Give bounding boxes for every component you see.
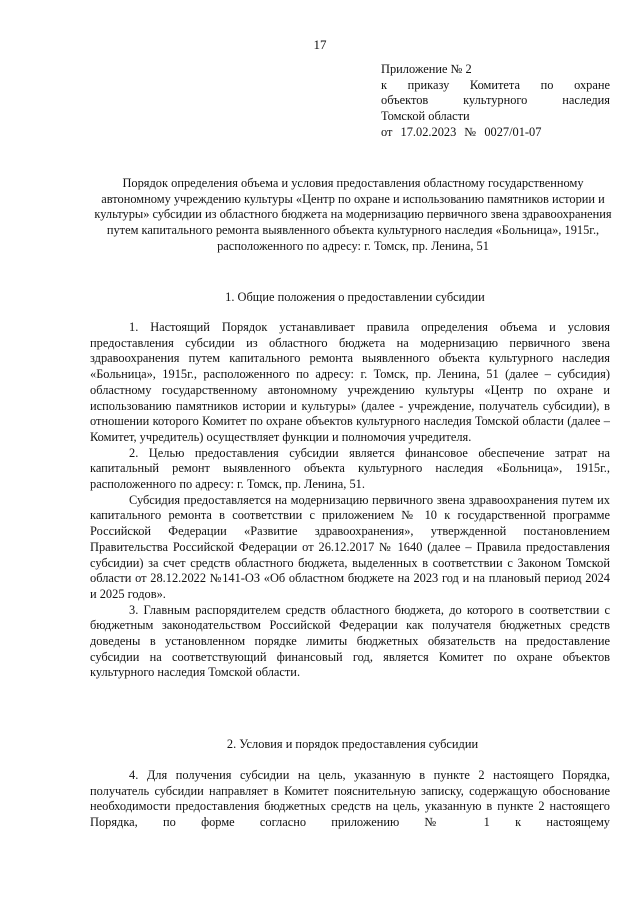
page-number: 17 [313,37,327,52]
section-2-heading: 2. Условия и порядок предоставления субсидии [226,737,479,751]
appendix-line-2: объектов культурного наследия [381,93,610,108]
appendix-block [381,62,610,141]
section-1-heading: 1. Общие положения о предоставлении субсидии [225,290,485,304]
appendix-date-line: от 17.02.2023 № 0027/01-07 [381,124,542,139]
paragraph: 4. Для получения субсидии на цель, указанную в пункте 2 настоящего Порядка, получатель субсидии направляет в Комитет пояснительную записку, содержащую обоснование необходимости предоставления бюджетных средств на цель, указанную в пункте 2 настоящего Порядка, по форме согласно приложению № 1 к настоящему [90,768,610,830]
paragraph: 2. Целью предоставления субсидии является финансовое обеспечение затрат на капитальный ремонт выявленного объекта культурного наследия «Больница», 1915г., расположенного по адресу: г. Томск, пр. Ленина, 51. [90,445,610,492]
paragraph: Субсидия предоставляется на модернизацию первичного звена здравоохранения путем их капитального ремонта в соответствии с приложением № 10 к государственной программе Российской Федерации «Развитие здравоохранения», утвержденной постановлением Правительства Российской Федерации от 26.12.2017 № 1640 (далее – Правила предоставления субсидии) за счет средств областного бюджета, выделенных в соответствии с Законом Томской области от 28.12.2022 №141-ОЗ «Об областном бюджете на 2023 год и на плановый период 2024 и 2025 годов». [90,492,610,601]
paragraph: 1. Настоящий Порядок устанавливает правила определения объема и условия предоставления субсидии из областного бюджета на модернизацию первичного звена здравоохранения путем капитального ремонта выявленного объекта культурного наследия «Больница», 1915г., расположенного по адресу: г. Томск, пр. Ленина, 51 (далее – субсидия) областному государственному автономному учреждению культуры «Центр по охране и использованию памятников истории и культуры» (далее - учреждение, получатель субсидии), в отношении которого Комитет по охране объектов культурного наследия Томской области (далее – Комитет, учредитель) осуществляет функции и полномочия учредителя. [90,320,610,444]
appendix-line-1: к приказу Комитета по охране [381,77,610,92]
appendix-title: Приложение № 2 [381,62,472,76]
document-title: Порядок определения объема и условия предоставления областному государственному автономному учреждению культуры «Центр по охране и использованию памятников истории и культуры» субсидии из областного бюджета на модернизацию первичного звена здравоохранения путем капитального ремонта выявленного объекта культурного наследия «Больница», 1915г., расположенного по адресу: г. Томск, пр. Ленина, 51 [94,176,612,253]
paragraph: 3. Главным распорядителем средств областного бюджета, до которого в соответствии с бюджетным законодательством Российской Федерации как получателя бюджетных средств доведены в установленном порядке лимиты бюджетных обязательств на предоставление субсидии на соответствующий финансовый год, является Комитет по охране объектов культурного наследия Томской области. [90,602,610,680]
section-1-body [90,320,610,681]
appendix-line-3: Томской области [381,109,470,124]
section-2-body [90,768,610,831]
